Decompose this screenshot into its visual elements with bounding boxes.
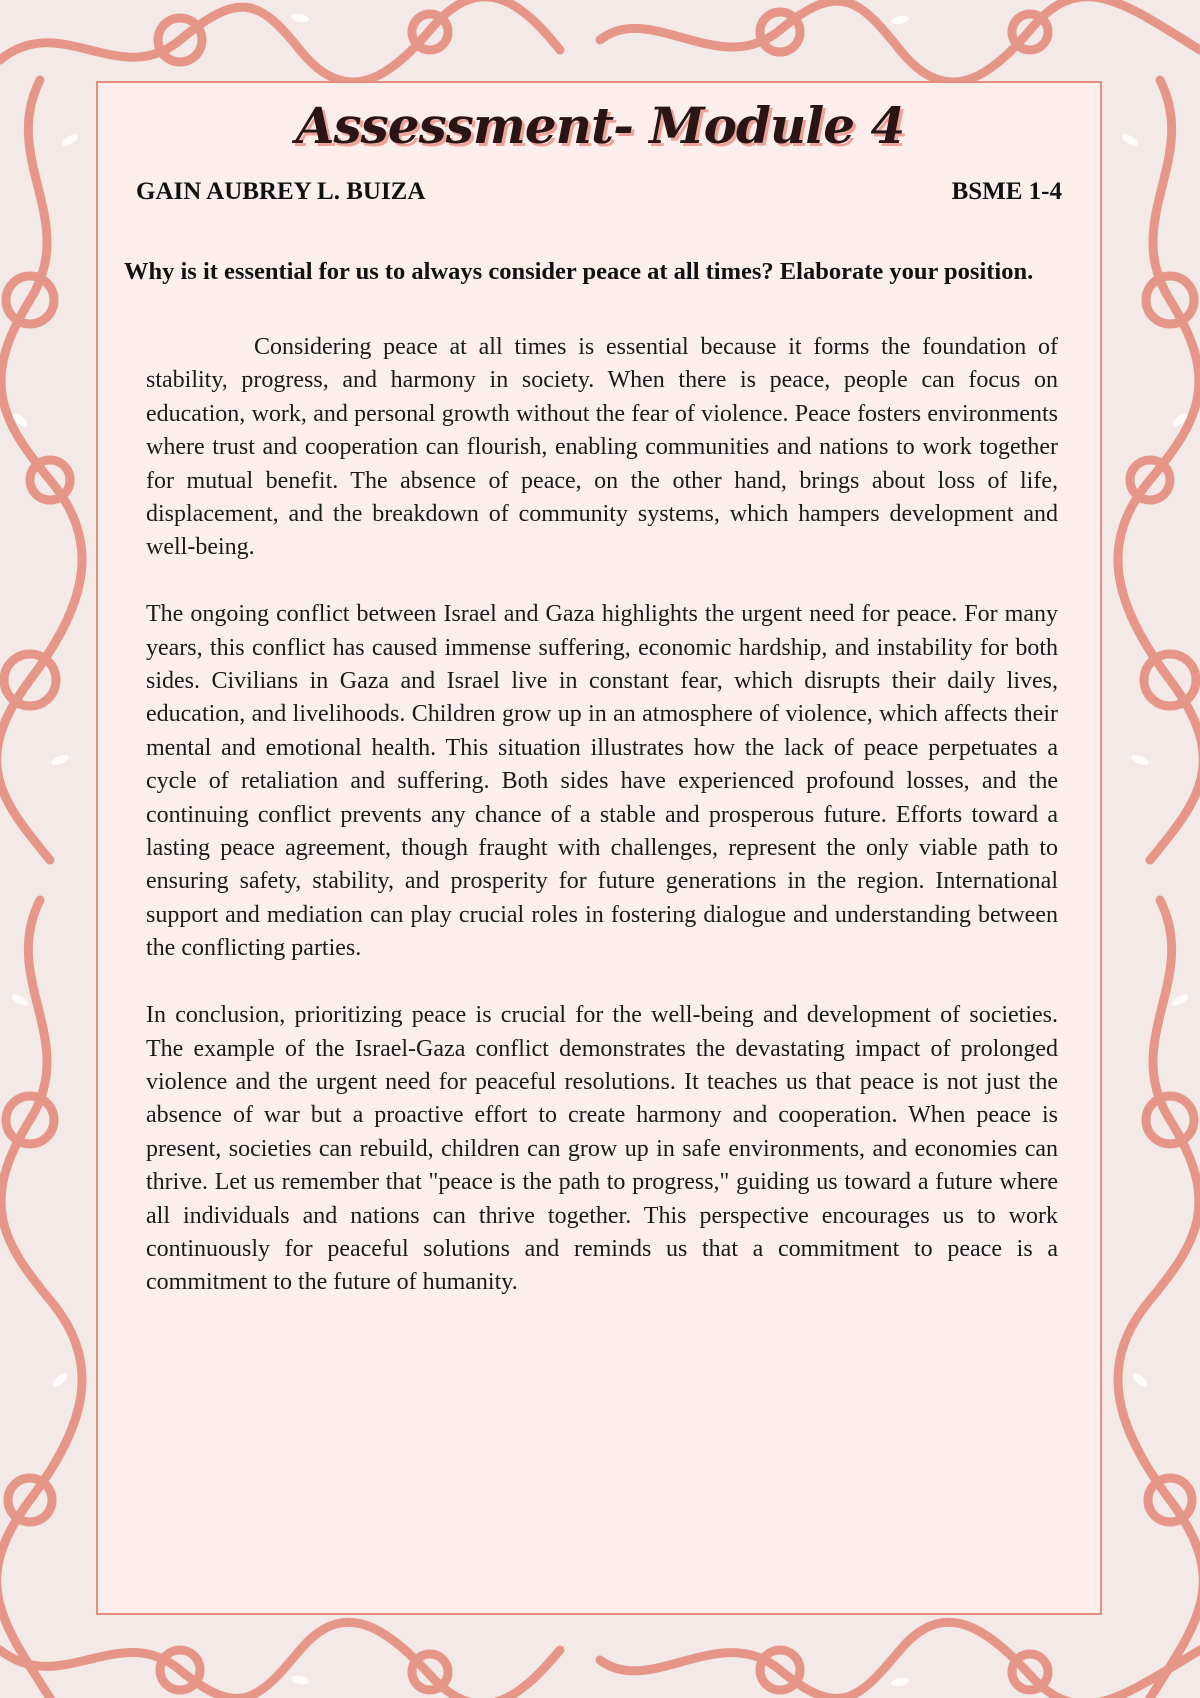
question-prompt: Why is it essential for us to always consider peace at all times? Elaborate your position. [124,258,1034,285]
page-title: Assessment- Module 4 [295,96,905,155]
student-section: BSME 1-4 [951,178,1062,205]
answer-body [146,331,1058,1333]
answer-paragraph-3: In conclusion, prioritizing peace is crucial for the well-being and development of societies. The example of the Israel-Gaza conflict demonstrates the devastating impact of prolonged violence and the urgent need for peaceful resolutions. It teaches us that peace is not just the absence of war but a proactive effort to create harmony and cooperation. When peace is present, societies can rebuild, children can grow up in safe environments, and economies can thrive. Let us remember that "peace is the path to progress," guiding us toward a future where all individuals and nations can thrive together. This perspective encourages us to work continuously for peaceful solutions and reminds us that a commitment to peace is a commitment to the future of humanity. [146,1002,1058,1296]
answer-paragraph-2: The ongoing conflict between Israel and Gaza highlights the urgent need for peace. For many years, this conflict has caused immense suffering, economic hardship, and instability for both sides. Civilians in Gaza and Israel live in constant fear, which disrupts their daily lives, education, and livelihoods. Children grow up in an atmosphere of violence, which affects their mental and emotional health. This situation illustrates how the lack of peace perpetuates a cycle of retaliation and suffering. Both sides have experienced profound losses, and the continuing conflict prevents any chance of a stable and prosperous future. Efforts toward a lasting peace agreement, though fraught with challenges, represent the only viable path to ensuring safety, stability, and prosperity for future generations in the region. International support and mediation can play crucial roles in fostering dialogue and understanding between the conflicting parties. [146,601,1058,962]
student-name: GAIN AUBREY L. BUIZA [136,178,426,205]
answer-paragraph-1: Considering peace at all times is essential because it forms the foundation of stability, progress, and harmony in society. When there is peace, people can focus on education, work, and personal growth without the fear of violence. Peace fosters environments where trust and cooperation can flourish, enabling communities and nations to work together for mutual benefit. The absence of peace, on the other hand, brings about loss of life, displacement, and the breakdown of community systems, which hampers development and well-being. [146,334,1058,561]
